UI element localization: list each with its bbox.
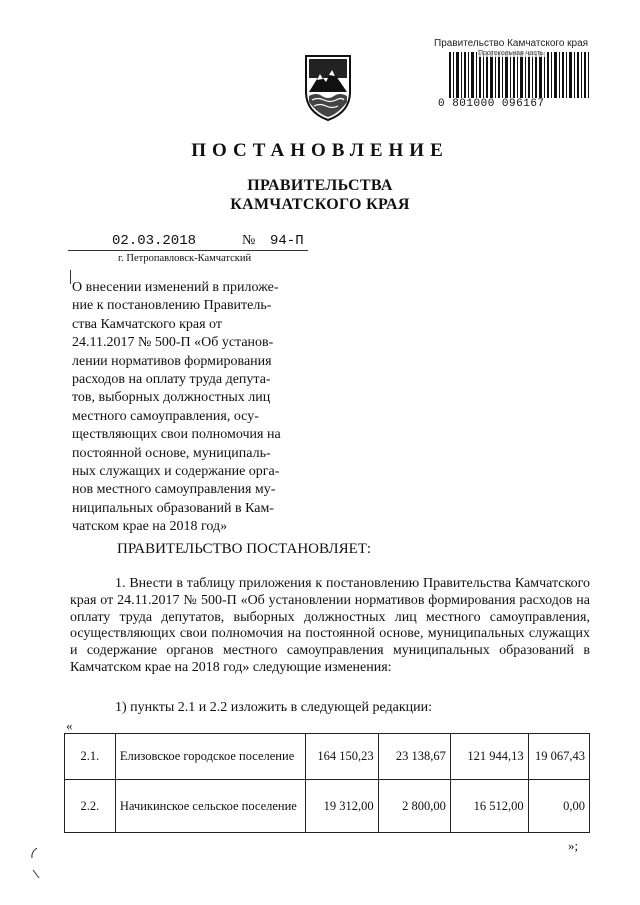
value-cell: 164 150,23 xyxy=(306,734,378,780)
document-number: 94-П xyxy=(270,233,304,249)
subject-line: ние к постановлению Правитель- xyxy=(72,298,272,314)
subject-line: тов, выборных должностных лиц xyxy=(72,390,271,406)
value-cell: 19 312,00 xyxy=(306,780,378,833)
pen-mark xyxy=(28,846,42,880)
opening-quote: « xyxy=(66,718,73,733)
row-number: 2.2. xyxy=(65,780,116,833)
document-date: 02.03.2018 xyxy=(112,233,197,249)
value-cell: 0,00 xyxy=(528,780,589,833)
value-cell: 23 138,67 xyxy=(378,734,450,780)
subject-line: ства Камчатского края от xyxy=(72,316,222,332)
date-number-underline xyxy=(68,250,308,251)
subject-line: 24.11.2017 № 500-П «Об установ- xyxy=(72,335,274,351)
resolution-heading: ПРАВИТЕЛЬСТВО ПОСТАНОВЛЯЕТ: xyxy=(117,541,372,557)
subpoint-text: 1) пункты 2.1 и 2.2 изложить в следующей редакции: xyxy=(115,700,433,715)
barcode xyxy=(449,52,589,98)
subject-line: ществляющих свои полномочия на xyxy=(72,427,281,443)
document-subject xyxy=(72,279,308,537)
amendment-table xyxy=(64,733,590,833)
issue-city: г. Петропавловск-Камчатский xyxy=(118,253,252,264)
value-cell: 121 944,13 xyxy=(450,734,528,780)
closing-quote: »; xyxy=(568,838,579,853)
number-sign: № xyxy=(242,233,256,248)
subject-line: О внесении изменений в приложе- xyxy=(72,280,279,295)
issuer-line-2: КАМЧАТСКОГО КРАЯ xyxy=(230,196,410,213)
body-text xyxy=(70,576,590,677)
row-number: 2.1. xyxy=(65,734,116,780)
registry-stamp-title: Правительство Камчатского края xyxy=(434,38,589,49)
issuer-line-1: ПРАВИТЕЛЬСТВА xyxy=(247,177,393,194)
subject-line: ниципальных образований в Кам- xyxy=(72,500,274,516)
table-row xyxy=(65,734,590,780)
registry-stamp-subtitle: Протокольная часть xyxy=(478,50,544,57)
kamchatka-coat-of-arms-icon xyxy=(302,52,354,122)
value-cell: 19 067,43 xyxy=(528,734,589,780)
subject-line: постоянной основе, муниципаль- xyxy=(72,445,271,461)
value-cell: 2 800,00 xyxy=(378,780,450,833)
table-row xyxy=(65,780,590,833)
subject-line: ных служащих и содержание орга- xyxy=(72,464,280,480)
body-paragraph: 1. Внести в таблицу приложения к постановлению Правительства Камчатского края от 24.11.2017 № 500-П «Об установлении нормативов формирования расходов на оплату труда депутатов, выборных должностных лиц местного самоуправления, осуществляющих свои полномочия на постоянной основе, муниципальных служащих и содержание органов местного самоуправления муниципальных образований в Камчатском крае на 2018 год» следующие изменения: xyxy=(70,576,590,675)
barcode-number: 0 801000 096167 xyxy=(438,98,545,110)
settlement-name: Елизовское городское поселение xyxy=(115,734,305,780)
value-cell: 16 512,00 xyxy=(450,780,528,833)
settlement-name: Начикинское сельское поселение xyxy=(115,780,305,833)
subject-line: расходов на оплату труда депута- xyxy=(72,372,271,388)
subject-line: местного самоуправления, осу- xyxy=(72,408,259,424)
document-type-title: ПОСТАНОВЛЕНИЕ xyxy=(191,140,449,161)
subject-line: нов местного самоуправления му- xyxy=(72,482,276,498)
subject-line: лении нормативов формирования xyxy=(72,353,272,369)
subject-line: чатском крае на 2018 год» xyxy=(72,519,228,535)
